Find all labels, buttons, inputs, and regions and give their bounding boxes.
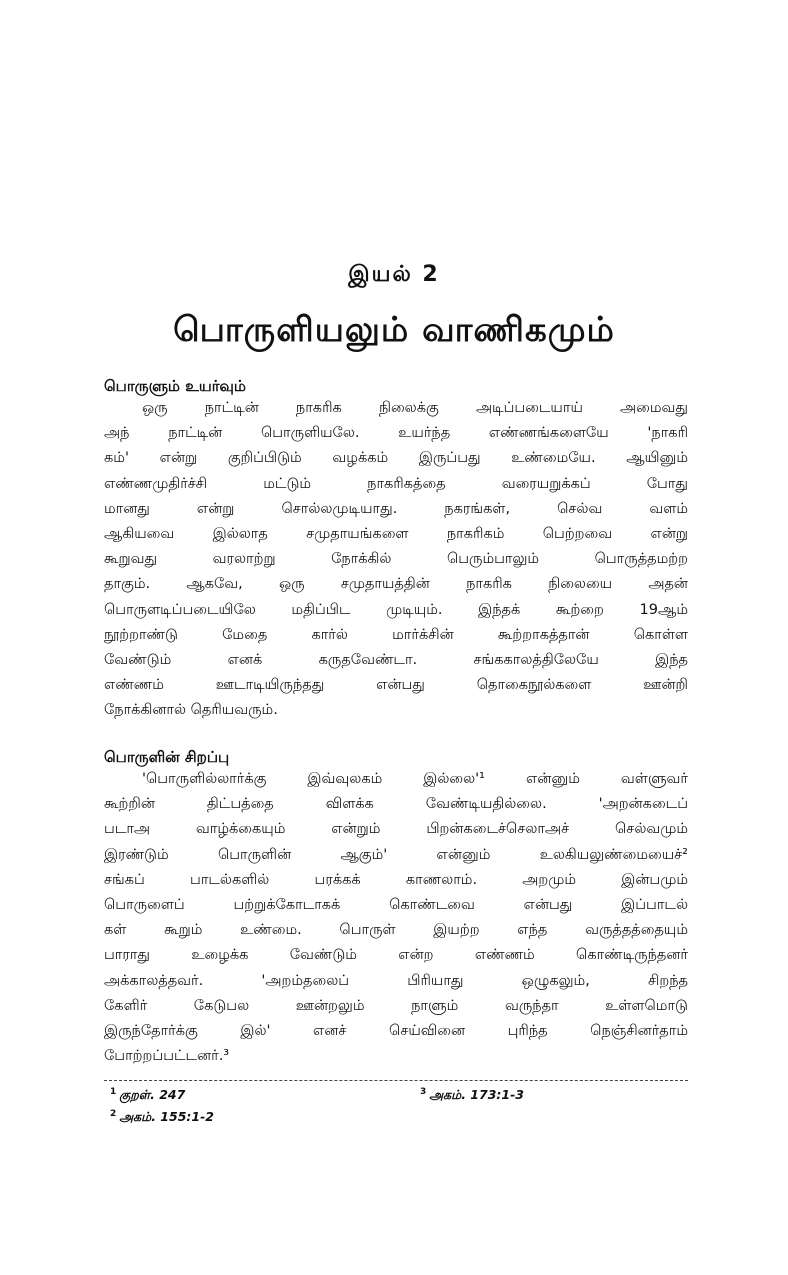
paragraph-line: இருந்தோர்க்கு இல்' எனச் செய்வினை புரிந்த நெஞ்சினர்தாம்: [104, 1022, 688, 1039]
chapter-label: இயல் 2: [348, 262, 440, 287]
section-heading-1: பொருளும் உயர்வும்: [104, 377, 246, 395]
footnote: [110, 1109, 214, 1126]
section-1-paragraph: [104, 396, 688, 723]
footnote-number: 3: [420, 1087, 427, 1097]
paragraph-line: அந் நாட்டின் பொருளியலே. உயர்ந்த எண்ணங்களையே 'நாகரி: [104, 425, 688, 442]
paragraph-line: எண்ணம் ஊடாடியிருந்தது என்பது தொகைநூல்களை ஊன்றி: [104, 677, 688, 694]
paragraph-line: கூறுவது வரலாற்று நோக்கில் பெரும்பாலும் பொருத்தமற்ற: [104, 551, 688, 568]
paragraph-line: கம்' என்று குறிப்பிடும் வழக்கம் இருப்பது உண்மையே. ஆயினும்: [104, 450, 688, 467]
paragraph-line: பொருளைப் பற்றுக்கோடாகக் கொண்டவை என்பது இப்பாடல்: [104, 896, 688, 913]
footnote-text: குறள். 247: [119, 1087, 186, 1103]
paragraph-line: பொருளடிப்படையிலே மதிப்பிட முடியும். இந்தக் கூற்றை 19ஆம்: [104, 601, 688, 618]
paragraph-line: அக்காலத்தவர். 'அறம்தலைப் பிரியாது ஒழுகலும், சிறந்த: [104, 972, 688, 989]
footnote-rule: [104, 1080, 688, 1081]
paragraph-line: படாஅ வாழ்க்கையும் என்றும் பிறன்கடைச்செலாஅச் செல்வமும்: [104, 821, 688, 838]
paragraph-line: தாகும். ஆகவே, ஒரு சமுதாயத்தின் நாகரிக நிலையை அதன்: [104, 576, 688, 593]
paragraph-line: கள் கூறும் உண்மை. பொருள் இயற்ற எந்த வருத்தத்தையும்: [104, 922, 688, 939]
paragraph-line: மானது என்று சொல்லமுடியாது. நகரங்கள், செல்வ வளம்: [104, 500, 688, 517]
paragraph-line: கேளிர் கேடுபல ஊன்றலும் நாளும் வருந்தா உள்ளமொடு: [104, 997, 688, 1014]
chapter-title: பொருளியலும் வாணிகமும்: [173, 310, 615, 350]
section-2-paragraph: [104, 767, 688, 1069]
paragraph-line: எண்ணமுதிர்ச்சி மட்டும் நாகரிகத்தை வரையறுக்கப் போது: [104, 475, 688, 492]
footnote-text: அகம். 173:1-3: [429, 1087, 524, 1103]
footnote: [420, 1087, 524, 1104]
footnote-number: 1: [110, 1087, 117, 1097]
paragraph-line: நோக்கினால் தெரியவரும்.: [104, 702, 278, 719]
footnote: [110, 1087, 185, 1104]
paragraph-line: ஒரு நாட்டின் நாகரிக நிலைக்கு அடிப்படையாய் அமைவது: [142, 400, 688, 416]
paragraph-line: சங்கப் பாடல்களில் பரக்கக் காணலாம். அறமும் இன்பமும்: [104, 871, 688, 888]
footnote-number: 2: [110, 1109, 117, 1119]
section-heading-2: பொருளின் சிறப்பு: [104, 748, 230, 766]
paragraph-line: 'பொருளில்லார்க்கு இவ்வுலகம் இல்லை'¹ என்னும் வள்ளுவர்: [142, 771, 688, 787]
footnote-text: அகம். 155:1-2: [119, 1109, 214, 1125]
paragraph-line: இரண்டும் பொருளின் ஆகும்' என்னும் உலகியலுண்மையைச்²: [104, 846, 688, 863]
paragraph-line: ஆகியவை இல்லாத சமுதாயங்களை நாகரிகம் பெற்றவை என்று: [104, 525, 688, 542]
paragraph-line: வேண்டும் எனக் கருதவேண்டா. சங்ககாலத்திலேயே இந்த: [104, 651, 688, 668]
paragraph-line: போற்றப்பட்டனர்.³: [104, 1048, 230, 1065]
paragraph-line: பாராது உழைக்க வேண்டும் என்ற எண்ணம் கொண்டிருந்தனர்: [104, 947, 688, 964]
paragraph-line: நூற்றாண்டு மேதை கார்ல் மார்க்சின் கூற்றாகத்தான் கொள்ள: [104, 626, 688, 643]
paragraph-line: கூற்றின் திட்பத்தை விளக்க வேண்டியதில்லை. 'அறன்கடைப்: [104, 796, 688, 813]
